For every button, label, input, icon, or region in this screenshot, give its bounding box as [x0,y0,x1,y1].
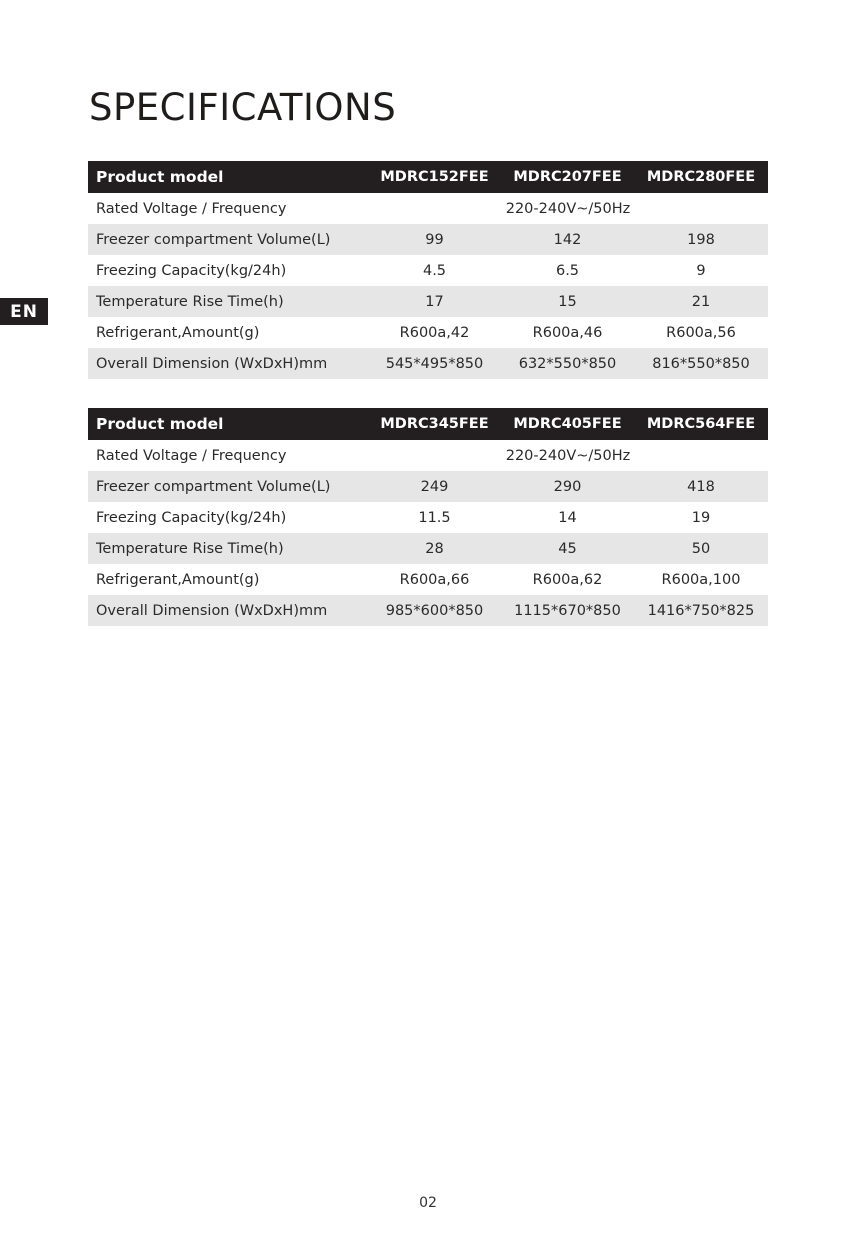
row-label: Freezer compartment Volume(L) [88,224,368,255]
table-row [88,348,768,379]
table-row [88,502,768,533]
table-row [88,224,768,255]
row-label: Freezing Capacity(kg/24h) [96,262,287,279]
table-cell: 220-240V~/50Hz [505,200,631,217]
table-cell: 11.5 [418,509,451,526]
table-cell: 6.5 [555,262,580,279]
model-header: MDRC345FEE [368,408,501,440]
table-row [88,533,768,564]
table-cell: 21 [634,286,768,317]
row-label: Temperature Rise Time(h) [88,286,368,317]
model-header: MDRC405FEE [501,408,634,440]
table-row [88,595,768,626]
row-label: Refrigerant,Amount(g) [96,324,260,341]
table-cell: 816*550*850 [634,348,768,379]
table-cell: 14 [558,509,577,526]
table-cell: 198 [634,224,768,255]
row-label: Overall Dimension (WxDxH)mm [88,595,368,626]
table-cell: 142 [501,224,634,255]
table-row [88,317,768,348]
table-row [88,564,768,595]
table-cell: 220-240V~/50Hz [505,447,631,464]
table-cell: R600a,62 [532,571,603,588]
table-cell: 45 [501,533,634,564]
table-cell: R600a,56 [666,324,736,341]
table-cell: 9 [696,262,706,279]
table-row [88,286,768,317]
row-label: Freezer compartment Volume(L) [88,471,368,502]
table-row [88,255,768,286]
row-label: Overall Dimension (WxDxH)mm [88,348,368,379]
table-header-row [88,408,768,440]
table-cell: 632*550*850 [501,348,634,379]
table-cell: 50 [634,533,768,564]
table-cell: 249 [368,471,501,502]
table-cell: 1416*750*825 [634,595,768,626]
page-title: SPECIFICATIONS [89,86,397,129]
spec-table-2 [88,408,768,626]
table-cell: 17 [368,286,501,317]
header-label: Product model [88,161,368,193]
model-header: MDRC564FEE [634,408,768,440]
table-cell: 1115*670*850 [501,595,634,626]
table-cell: R600a,46 [532,324,603,341]
table-row [88,471,768,502]
page-number: 02 [419,1195,437,1211]
table-cell: R600a,66 [399,571,470,588]
row-label: Temperature Rise Time(h) [88,533,368,564]
table-cell: 4.5 [422,262,447,279]
model-header: MDRC280FEE [634,161,768,193]
table-cell: 28 [368,533,501,564]
table-cell: R600a,100 [661,571,741,588]
row-label: Rated Voltage / Frequency [96,200,287,217]
spec-table-1 [88,161,768,379]
table-cell: 985*600*850 [368,595,501,626]
row-label: Freezing Capacity(kg/24h) [96,509,287,526]
header-label: Product model [88,408,368,440]
table-cell: 19 [691,509,711,526]
table-header-row [88,161,768,193]
model-header: MDRC207FEE [501,161,634,193]
table-row [88,193,768,224]
table-cell: R600a,42 [399,324,470,341]
row-label: Refrigerant,Amount(g) [96,571,260,588]
table-row [88,440,768,471]
row-label: Rated Voltage / Frequency [96,447,287,464]
language-tab: EN [0,298,48,325]
model-header: MDRC152FEE [368,161,501,193]
table-cell: 418 [634,471,768,502]
table-cell: 15 [501,286,634,317]
table-cell: 99 [368,224,501,255]
table-cell: 290 [501,471,634,502]
table-cell: 545*495*850 [368,348,501,379]
